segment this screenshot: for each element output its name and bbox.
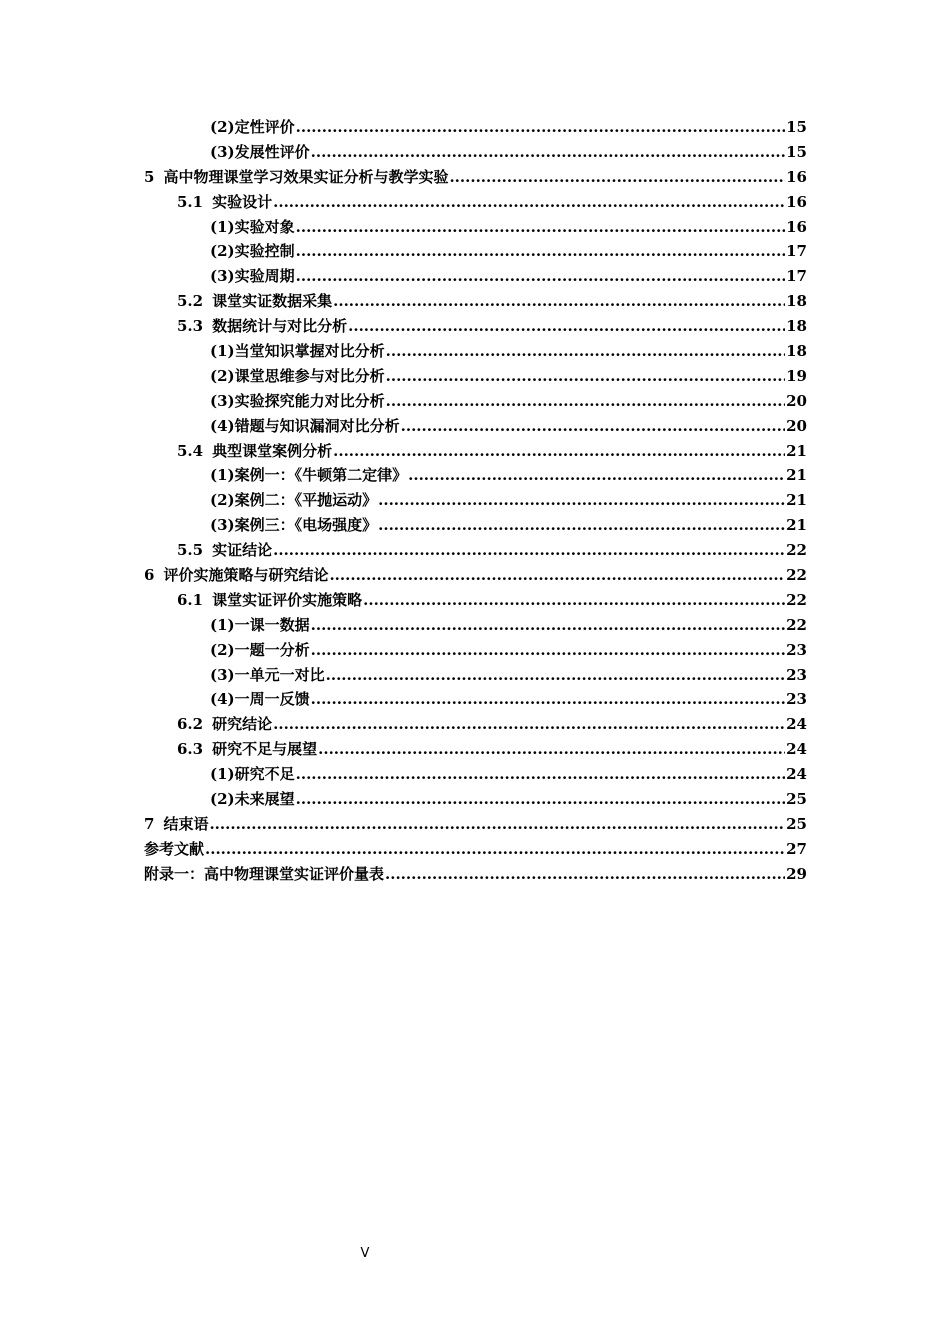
toc-entry[interactable] xyxy=(144,564,807,589)
toc-entry-page-number: 15 xyxy=(786,118,807,136)
toc-entry-page-number: 21 xyxy=(786,516,807,535)
toc-entry-title: (2)未来展望 xyxy=(210,790,295,809)
toc-entry-label xyxy=(177,440,332,461)
toc-entry-label xyxy=(210,240,295,261)
toc-entry-page-number: 24 xyxy=(786,715,807,734)
toc-entry-label xyxy=(210,664,325,685)
dot-leader xyxy=(386,342,785,360)
toc-entry-page-number: 18 xyxy=(786,317,807,336)
toc-entry[interactable] xyxy=(144,489,807,514)
toc-entry-page-number: 20 xyxy=(786,391,807,410)
toc-entry-label xyxy=(177,191,272,212)
toc-entry-title: 评价实施策略与研究结论 xyxy=(163,566,329,585)
toc-entry-title: 实证结论 xyxy=(212,541,273,560)
toc-entry[interactable] xyxy=(144,191,807,216)
toc-entry-page-number: 22 xyxy=(786,541,807,560)
dot-leader xyxy=(273,193,785,211)
toc-entry-title: 课堂实证评价实施策略 xyxy=(212,590,363,609)
toc-entry-label xyxy=(210,340,385,361)
toc-entry-page-number: 24 xyxy=(786,740,807,759)
toc-entry-title: (4)错题与知识漏洞对比分析 xyxy=(210,416,400,435)
toc-entry[interactable] xyxy=(144,290,807,315)
toc-entry-page-number: 15 xyxy=(786,142,807,161)
toc-entry[interactable] xyxy=(144,639,807,664)
dot-leader xyxy=(311,641,785,659)
dot-leader xyxy=(386,392,785,410)
toc-entry-page-number: 21 xyxy=(786,441,807,460)
toc-entry-page-number: 22 xyxy=(786,566,807,585)
toc-entry-label xyxy=(210,514,377,535)
toc-entry-label xyxy=(210,116,295,137)
dot-leader xyxy=(296,790,785,808)
dot-leader xyxy=(273,541,785,559)
toc-entry-label xyxy=(210,763,295,784)
toc-entry-number: 5.1 xyxy=(177,192,204,211)
toc-entry-title: (2)定性评价 xyxy=(210,118,295,136)
toc-entry-title: 高中物理课堂学习效果实证分析与教学实验 xyxy=(163,167,449,186)
toc-entry[interactable] xyxy=(144,738,807,763)
toc-entry-page-number: 17 xyxy=(786,242,807,261)
toc-entry-title: 结束语 xyxy=(163,814,209,833)
toc-entry-label xyxy=(177,589,362,610)
toc-entry-title: 实验设计 xyxy=(212,192,273,211)
toc-entry-page-number: 25 xyxy=(786,814,807,833)
toc-entry-title: (3)实验探究能力对比分析 xyxy=(210,391,385,410)
toc-entry[interactable] xyxy=(144,514,807,539)
toc-entry-number: 5.2 xyxy=(177,292,204,311)
toc-entry-title: (3)发展性评价 xyxy=(210,142,310,161)
toc-entry-number: 5.5 xyxy=(177,541,204,560)
toc-entry-page-number: 22 xyxy=(786,615,807,634)
dot-leader xyxy=(363,591,785,609)
toc-entry-label xyxy=(144,166,448,187)
toc-entry[interactable] xyxy=(144,265,807,290)
toc-entry[interactable] xyxy=(144,440,807,465)
toc-entry-title: 课堂实证数据采集 xyxy=(212,292,333,311)
dot-leader xyxy=(408,466,785,484)
toc-entry-label xyxy=(210,390,385,411)
toc-entry-title: (3)一单元一对比 xyxy=(210,665,325,684)
toc-entry-label xyxy=(177,738,317,759)
toc-entry-label xyxy=(210,365,385,386)
toc-entry-label xyxy=(210,688,310,709)
toc-entry-page-number: 20 xyxy=(786,416,807,435)
toc-entry-label xyxy=(210,415,400,436)
dot-leader xyxy=(318,740,785,758)
dot-leader xyxy=(329,566,785,584)
toc-entry-label xyxy=(210,141,310,162)
dot-leader xyxy=(311,143,785,161)
toc-entry-page-number: 21 xyxy=(786,491,807,510)
toc-entry-page-number: 21 xyxy=(786,466,807,485)
dot-leader xyxy=(311,616,785,634)
toc-entry-page-number: 17 xyxy=(786,267,807,286)
toc-entry-label xyxy=(177,713,272,734)
toc-entry-title: 数据统计与对比分析 xyxy=(212,317,348,336)
toc-entry-title: 研究结论 xyxy=(212,715,273,734)
toc-entry-page-number: 27 xyxy=(786,839,807,858)
toc-entry-page-number: 16 xyxy=(786,192,807,211)
toc-entry-page-number: 24 xyxy=(786,765,807,784)
dot-leader xyxy=(326,666,785,684)
toc-entry-title: (1)案例一：《牛顿第二定律》 xyxy=(210,466,408,485)
toc-entry[interactable] xyxy=(144,116,807,141)
toc-entry-label xyxy=(210,216,295,237)
dot-leader xyxy=(296,218,785,236)
toc-entry-title: 典型课堂案例分析 xyxy=(212,441,333,460)
toc-entry[interactable] xyxy=(144,664,807,689)
toc-entry-page-number: 16 xyxy=(786,167,807,186)
dot-leader xyxy=(296,242,785,260)
toc-entry-label xyxy=(144,863,384,884)
toc-entry-number: 6.2 xyxy=(177,715,204,734)
toc-entry[interactable] xyxy=(144,141,807,166)
toc-entry-page-number: 29 xyxy=(786,864,807,883)
toc-entry-title: (3)案例三：《电场强度》 xyxy=(210,516,378,535)
toc-entry-number: 5.4 xyxy=(177,441,204,460)
toc-entry-page-number: 22 xyxy=(786,590,807,609)
toc-entry[interactable] xyxy=(144,240,807,265)
toc-entry-label xyxy=(144,813,208,834)
dot-leader xyxy=(449,168,785,186)
dot-leader xyxy=(378,516,785,534)
toc-entry-label xyxy=(210,639,310,660)
toc-entry[interactable] xyxy=(144,315,807,340)
toc-entry[interactable] xyxy=(144,589,807,614)
toc-entry[interactable] xyxy=(144,464,807,489)
toc-entry-title: (1)实验对象 xyxy=(210,217,295,236)
toc-entry[interactable] xyxy=(144,788,807,813)
toc-entry-title: 附录一：高中物理课堂实证评价量表 xyxy=(144,864,385,883)
dot-leader xyxy=(311,690,785,708)
toc-entry-title: 研究不足与展望 xyxy=(212,740,318,759)
toc-entry-page-number: 18 xyxy=(786,292,807,311)
toc-entry-title: (2)课堂思维参与对比分析 xyxy=(210,366,385,385)
dot-leader xyxy=(348,317,785,335)
toc-entry[interactable] xyxy=(144,688,807,713)
toc-entry-title: (3)实验周期 xyxy=(210,267,295,286)
toc-entry[interactable] xyxy=(144,415,807,440)
toc-entry[interactable] xyxy=(144,763,807,788)
toc-entry-page-number: 23 xyxy=(786,665,807,684)
toc-entry-label xyxy=(144,564,328,585)
toc-entry[interactable] xyxy=(144,390,807,415)
dot-leader xyxy=(333,292,785,310)
toc-entry-label xyxy=(177,539,272,560)
toc-entry-page-number: 23 xyxy=(786,690,807,709)
toc-entry[interactable] xyxy=(144,813,807,838)
toc-entry-label xyxy=(177,315,347,336)
dot-leader xyxy=(296,765,785,783)
toc-entry[interactable] xyxy=(144,365,807,390)
toc-entry-title: (2)案例二：《平抛运动》 xyxy=(210,491,378,510)
toc-entry-title: (1)一课一数据 xyxy=(210,615,310,634)
toc-entry-label xyxy=(210,265,295,286)
toc-entry-title: (1)研究不足 xyxy=(210,765,295,784)
toc-entry-page-number: 16 xyxy=(786,217,807,236)
toc-entry-number: 6.3 xyxy=(177,740,204,759)
toc-entry-label xyxy=(210,489,377,510)
dot-leader xyxy=(386,367,785,385)
toc-entry-page-number: 19 xyxy=(786,366,807,385)
toc-entry-number: 7 xyxy=(144,814,155,833)
toc-entry-title: 参考文献 xyxy=(144,839,205,858)
toc-entry-page-number: 25 xyxy=(786,790,807,809)
dot-leader xyxy=(205,840,785,858)
table-of-contents xyxy=(144,116,807,888)
page-number: V xyxy=(360,1246,370,1261)
dot-leader xyxy=(333,442,785,460)
toc-entry-number: 6.1 xyxy=(177,590,204,609)
toc-entry-label xyxy=(144,838,204,859)
toc-entry[interactable] xyxy=(144,838,807,863)
dot-leader xyxy=(378,491,785,509)
toc-entry-label xyxy=(177,290,332,311)
toc-entry-label xyxy=(210,614,310,635)
dot-leader xyxy=(296,118,785,136)
toc-entry-number: 6 xyxy=(144,566,155,585)
toc-entry[interactable] xyxy=(144,166,807,191)
toc-entry-page-number: 18 xyxy=(786,342,807,361)
dot-leader xyxy=(296,267,785,285)
dot-leader xyxy=(401,417,785,435)
toc-entry-label xyxy=(210,464,407,485)
toc-entry-title: (2)实验控制 xyxy=(210,242,295,261)
toc-entry-page-number: 23 xyxy=(786,640,807,659)
toc-entry-title: (1)当堂知识掌握对比分析 xyxy=(210,342,385,361)
toc-entry[interactable] xyxy=(144,539,807,564)
dot-leader xyxy=(209,815,785,833)
dot-leader xyxy=(273,715,785,733)
toc-entry[interactable] xyxy=(144,713,807,738)
toc-entry-title: (2)一题一分析 xyxy=(210,640,310,659)
toc-entry[interactable] xyxy=(144,614,807,639)
toc-entry[interactable] xyxy=(144,863,807,888)
toc-entry-label xyxy=(210,788,295,809)
toc-entry[interactable] xyxy=(144,340,807,365)
toc-entry[interactable] xyxy=(144,216,807,241)
toc-entry-number: 5 xyxy=(144,167,155,186)
dot-leader xyxy=(385,865,785,883)
toc-entry-title: (4)一周一反馈 xyxy=(210,690,310,709)
toc-entry-number: 5.3 xyxy=(177,317,204,336)
